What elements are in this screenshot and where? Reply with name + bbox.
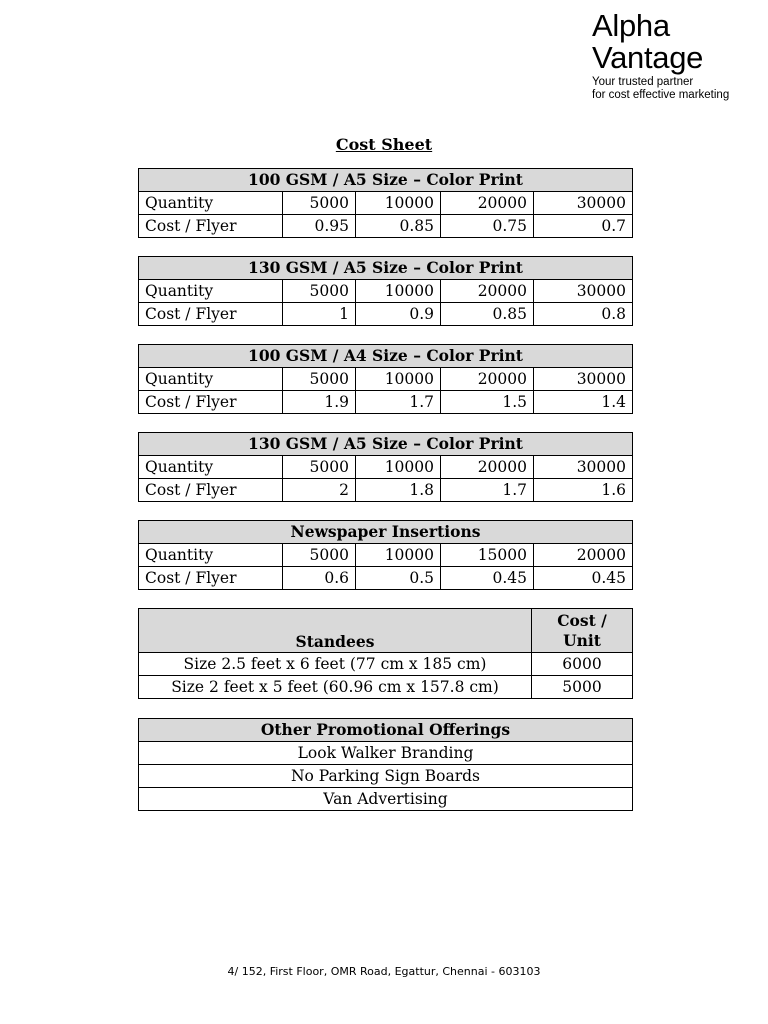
row-label: Cost / Flyer	[139, 567, 283, 590]
price-table-newspaper-insertions	[138, 520, 633, 590]
cost-cell: 1.7	[441, 479, 534, 502]
table-header: 130 GSM / A5 Size – Color Print	[139, 257, 633, 280]
cost-cell: 1.6	[534, 479, 633, 502]
row-label: Cost / Flyer	[139, 303, 283, 326]
logo-line-1: Alpha	[592, 8, 670, 43]
quantity-cell: 10000	[356, 456, 441, 479]
cost-cell: 0.85	[356, 215, 441, 238]
table-header: 100 GSM / A4 Size – Color Print	[139, 345, 633, 368]
cost-per-unit-header	[532, 609, 633, 653]
standees-table	[138, 608, 633, 699]
cost-cell: 1.7	[356, 391, 441, 414]
row-label: Cost / Flyer	[139, 391, 283, 414]
cost-row	[139, 479, 633, 502]
quantity-cell: 20000	[441, 456, 534, 479]
standee-cost: 5000	[532, 676, 633, 699]
cost-cell: 0.9	[356, 303, 441, 326]
quantity-cell: 15000	[441, 544, 534, 567]
promotion-item: No Parking Sign Boards	[139, 765, 633, 788]
quantity-row	[139, 544, 633, 567]
quantity-row	[139, 280, 633, 303]
quantity-cell: 10000	[356, 280, 441, 303]
table-header: 100 GSM / A5 Size – Color Print	[139, 169, 633, 192]
promotion-row	[139, 765, 633, 788]
quantity-cell: 5000	[283, 456, 356, 479]
promotion-row	[139, 788, 633, 811]
quantity-cell: 20000	[534, 544, 633, 567]
cost-cell: 0.6	[283, 567, 356, 590]
page-title: Cost Sheet	[335, 135, 433, 154]
table-header: 130 GSM / A5 Size – Color Print	[139, 433, 633, 456]
price-table-130gsm-a5	[138, 256, 633, 326]
cost-cell: 0.75	[441, 215, 534, 238]
quantity-cell: 30000	[534, 192, 633, 215]
cost-cell: 0.7	[534, 215, 633, 238]
standee-cost: 6000	[532, 653, 633, 676]
cost-cell: 1.9	[283, 391, 356, 414]
quantity-cell: 30000	[534, 368, 633, 391]
cost-cell: 0.85	[441, 303, 534, 326]
promotion-item: Look Walker Branding	[139, 742, 633, 765]
standee-row	[139, 653, 633, 676]
logo-line-2: Vantage	[592, 40, 704, 75]
promotions-header: Other Promotional Offerings	[139, 719, 633, 742]
cost-cell: 1.5	[441, 391, 534, 414]
quantity-row	[139, 192, 633, 215]
footer-address: 4/ 152, First Floor, OMR Road, Egattur, Chennai - 603103	[227, 965, 541, 978]
price-table-130gsm-a5-second	[138, 432, 633, 502]
cost-row	[139, 567, 633, 590]
row-label: Quantity	[139, 456, 283, 479]
cost-header-line-1: Cost /	[557, 610, 607, 630]
quantity-cell: 5000	[283, 280, 356, 303]
quantity-cell: 5000	[283, 544, 356, 567]
table-header: Newspaper Insertions	[139, 521, 633, 544]
standee-size: Size 2.5 feet x 6 feet (77 cm x 185 cm)	[139, 653, 532, 676]
company-logo	[592, 10, 762, 102]
cost-row	[139, 303, 633, 326]
cost-header-line-2: Unit	[563, 630, 601, 650]
cost-cell: 2	[283, 479, 356, 502]
cost-cell: 0.8	[534, 303, 633, 326]
cost-cell: 0.5	[356, 567, 441, 590]
standee-row	[139, 676, 633, 699]
logo-tagline-1: Your trusted partner	[592, 76, 694, 88]
cost-row	[139, 391, 633, 414]
promotion-item: Van Advertising	[139, 788, 633, 811]
promotion-row	[139, 742, 633, 765]
row-label: Quantity	[139, 368, 283, 391]
quantity-cell: 10000	[356, 368, 441, 391]
quantity-cell: 20000	[441, 280, 534, 303]
cost-cell: 0.95	[283, 215, 356, 238]
quantity-cell: 30000	[534, 456, 633, 479]
quantity-row	[139, 456, 633, 479]
cost-cell: 0.45	[441, 567, 534, 590]
quantity-cell: 5000	[283, 368, 356, 391]
quantity-cell: 10000	[356, 544, 441, 567]
standee-size: Size 2 feet x 5 feet (60.96 cm x 157.8 cm)	[139, 676, 532, 699]
quantity-cell: 5000	[283, 192, 356, 215]
quantity-cell: 30000	[534, 280, 633, 303]
quantity-row	[139, 368, 633, 391]
cost-cell: 1.4	[534, 391, 633, 414]
logo-tagline-2: for cost effective marketing	[592, 89, 730, 101]
standees-header: Standees	[139, 609, 532, 653]
row-label: Cost / Flyer	[139, 479, 283, 502]
price-table-100gsm-a4	[138, 344, 633, 414]
cost-cell: 1	[283, 303, 356, 326]
row-label: Quantity	[139, 544, 283, 567]
row-label: Quantity	[139, 192, 283, 215]
quantity-cell: 20000	[441, 192, 534, 215]
cost-cell: 1.8	[356, 479, 441, 502]
promotions-table	[138, 718, 633, 811]
row-label: Quantity	[139, 280, 283, 303]
cost-cell: 0.45	[534, 567, 633, 590]
cost-row	[139, 215, 633, 238]
price-table-100gsm-a5	[138, 168, 633, 238]
row-label: Cost / Flyer	[139, 215, 283, 238]
quantity-cell: 10000	[356, 192, 441, 215]
quantity-cell: 20000	[441, 368, 534, 391]
